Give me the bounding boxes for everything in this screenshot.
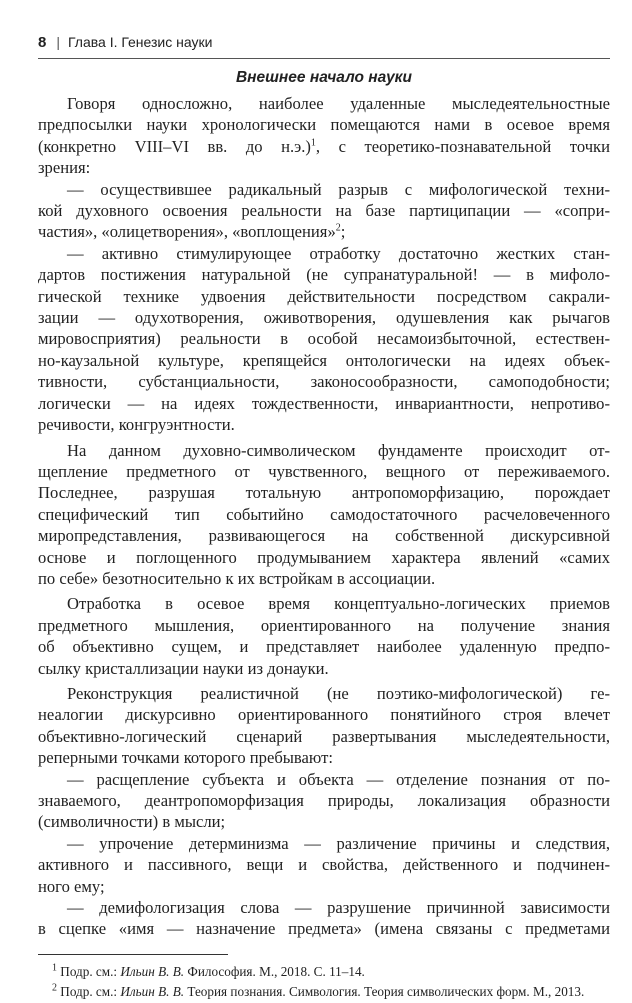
text-line: об объективно сущем, и представляет наиболее удаленную предпо-	[38, 637, 610, 657]
text-line: Реконструкция реалистичной (не поэтико-мифологической) ге-	[67, 683, 610, 703]
text-line: объективно-логический сценарий развертывания мыследеятельности,	[38, 726, 610, 746]
text-line: по себе» безотносительно к их встройкам в ассоциации.	[38, 568, 436, 588]
text-line: зации — одухотворения, оживотворения, одушевления как рычагов	[38, 308, 610, 328]
text-line: тивности, субстанциальности, законосообразности, самоподобности;	[38, 372, 610, 392]
footnote-marker[interactable]: 1	[310, 137, 316, 149]
footnote-author: Ильин В. В.	[120, 983, 185, 999]
text-line: Говоря односложно, наиболее удаленные мыследеятельностные	[67, 94, 610, 113]
text-line: неалогии дискурсивно ориентированного понятийного строя влечет	[38, 705, 610, 725]
text-line: кой духовного освоения реальности на базе партиципации — «сопри-	[38, 201, 610, 221]
paragraph	[38, 833, 610, 897]
text-line: реперными точками которого пребывают:	[38, 748, 333, 768]
text-line: речивости, конгруэнтности.	[38, 415, 235, 435]
text-line: предметного мышления, ориентированного на получение знания	[38, 615, 610, 635]
text-line: миропредставления, развивающегося на собственной дискурсивной	[38, 526, 610, 546]
text-line: в сцепке «имя — назначение предмета» (имена связаны с предметами	[38, 919, 610, 939]
footnote	[38, 983, 610, 1001]
paragraph	[38, 179, 610, 243]
paragraph	[38, 93, 610, 179]
footnote-number: 2	[52, 982, 57, 994]
text-line: активного и пассивного, вещи и свойства, действенного и подчинен-	[38, 855, 610, 875]
text-line: гической технике удвоения действительности посредством сакрали-	[38, 286, 610, 306]
text-line: частия», «олицетворения», «воплощения»$^2$;	[38, 222, 346, 242]
paragraph	[38, 897, 610, 940]
footnotes	[38, 963, 610, 1001]
text-line: — упрочение детерминизма — различение причины и следствия,	[67, 833, 610, 853]
text-line: щепление предметного от чувственного, вещного от переживаемого.	[38, 461, 610, 481]
footnote-text: Теория познания. Симвология. Теория символических форм. М., 2013.	[184, 983, 585, 999]
text-line: но-каузальной культуре, крепящейся онтологически на идеях объек-	[38, 350, 610, 370]
section-title: Внешнее начало науки	[235, 69, 413, 86]
footnote-marker[interactable]: 2	[335, 222, 341, 234]
text-line: На данном духовно-символическом фундаменте происходит от-	[67, 440, 610, 460]
footnote-prefix: Подр. см.:	[60, 983, 121, 999]
footnote	[38, 963, 610, 981]
text-line: — активно стимулирующее отработку достаточно жестких стан-	[67, 243, 610, 263]
paragraph	[38, 593, 610, 679]
text-line: предпосылки науки хронологически помещаются нами в осевое время	[38, 115, 610, 135]
footnote-rule	[38, 954, 228, 955]
text-line: (конкретно VIII–VI вв. до н.э.)$^1$, с теоретико-познавательной точки	[38, 136, 610, 156]
text-line: (символичности) в мысли;	[38, 812, 226, 832]
header-separator: |	[56, 34, 60, 50]
page-number: 8	[38, 33, 47, 51]
chapter-title: Глава I. Генезис науки	[67, 34, 213, 50]
body-text	[38, 93, 610, 940]
paragraph	[38, 440, 610, 590]
text-line: ного ему;	[38, 876, 105, 896]
footnote-prefix: Подр. см.:	[60, 963, 121, 979]
text-line: специфический тип событийно самодостаточного расчеловеченного	[38, 504, 610, 524]
text-line: сылку кристаллизации науки из донауки.	[38, 658, 329, 678]
text-line: основе и поглощенного продумыванием характера явлений «самих	[38, 547, 610, 567]
text-line: зрения:	[38, 158, 91, 178]
paragraph	[38, 243, 610, 436]
text-line: Последнее, разрушая тотальную антропоморфизацию, порождает	[38, 483, 610, 503]
footnote-author: Ильин В. В.	[120, 963, 185, 979]
paragraph	[38, 683, 610, 769]
book-page	[38, 28, 610, 1003]
text-line: знаваемого, деантропоморфизация природы, локализация образности	[38, 791, 610, 810]
running-header	[38, 28, 610, 59]
text-line: мировосприятия) реальности в особой несамоизбыточной, естествен-	[38, 329, 610, 349]
text-line: Отработка в осевое время концептуально-логических приемов	[67, 594, 610, 614]
footnote-text: Философия. М., 2018. С. 11–14.	[184, 963, 365, 979]
paragraph	[38, 769, 610, 833]
text-line: — демифологизация слова — разрушение причинной зависимости	[67, 898, 610, 918]
text-line: дартов постижения натуральной (не супранатуральной! — в мифоло-	[38, 265, 610, 285]
text-line: логически — на идеях тождественности, инвариантности, непротиво-	[38, 393, 610, 413]
text-line: — расщепление субъекта и объекта — отделение познания от по-	[67, 769, 610, 789]
footnote-number: 1	[52, 962, 57, 974]
text-line: — осуществившее радикальный разрыв с мифологической техни-	[67, 179, 610, 199]
